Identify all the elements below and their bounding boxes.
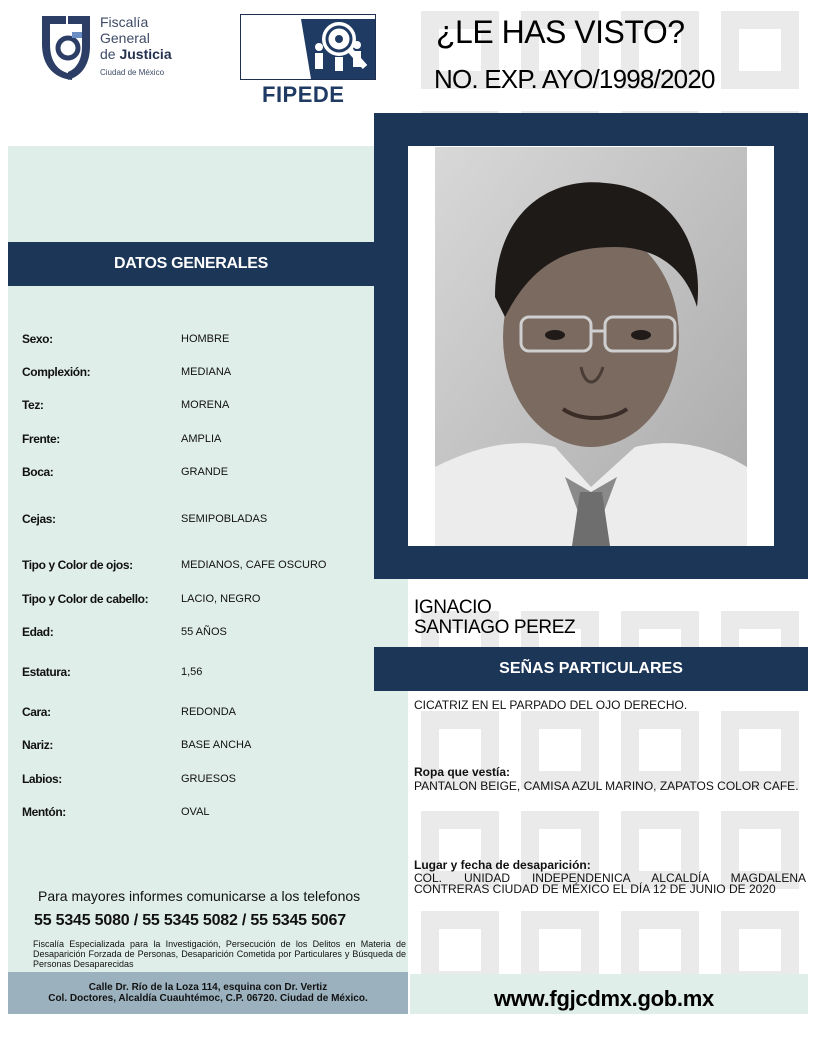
label-nariz: Nariz:	[22, 738, 53, 752]
value-estatura: 1,56	[181, 666, 203, 678]
fipede-label: FIPEDE	[262, 82, 345, 107]
label-tez: Tez:	[22, 398, 44, 412]
address-bar	[8, 972, 408, 1014]
address-line-1: Calle Dr. Río de la Loza 114, esquina con Dr. Vertiz	[88, 982, 328, 993]
value-frente: AMPLIA	[181, 433, 222, 445]
value-ojos: MEDIANOS, CAFE OSCURO	[181, 559, 327, 571]
address-text	[8, 982, 408, 1004]
value-boca: GRANDE	[181, 466, 229, 478]
label-cara: Cara:	[22, 705, 51, 719]
particular-signs-heading: SEÑAS PARTICULARES	[374, 647, 808, 691]
case-number: NO. EXP. AYO/1998/2020	[434, 64, 715, 94]
person-portrait-icon	[435, 147, 747, 546]
value-sexo: HOMBRE	[181, 333, 230, 345]
label-cejas: Cejas:	[22, 512, 56, 526]
fipede-emblem-frame	[240, 14, 376, 80]
value-tez: MORENA	[181, 399, 230, 411]
label-estatura: Estatura:	[22, 665, 71, 679]
label-boca: Boca:	[22, 465, 54, 479]
label-cabello: Tipo y Color de cabello:	[22, 592, 149, 606]
label-labios: Labios:	[22, 772, 62, 786]
logo-subtitle: Ciudad de México	[100, 68, 165, 77]
logo-line-3b: Justicia	[119, 46, 172, 62]
fipede-people-icon	[241, 15, 375, 79]
logo-line-2: General	[100, 30, 150, 46]
fgj-logo-text	[100, 14, 172, 62]
value-cejas: SEMIPOBLADAS	[181, 513, 268, 525]
page-title: ¿LE HAS VISTO?	[436, 14, 685, 50]
value-complexion: MEDIANA	[181, 366, 232, 378]
general-data-heading: DATOS GENERALES	[8, 242, 374, 286]
value-menton: OVAL	[181, 806, 210, 818]
fgj-emblem-icon	[38, 12, 94, 82]
label-sexo: Sexo:	[22, 332, 53, 346]
label-ojos: Tipo y Color de ojos:	[22, 558, 133, 572]
label-edad: Edad:	[22, 625, 54, 639]
value-edad: 55 AÑOS	[181, 626, 227, 638]
address-line-2: Col. Doctores, Alcaldía Cuauhtémoc, C.P. 06720. Ciudad de México.	[48, 993, 368, 1004]
disappearance-label: Lugar y fecha de desaparición:	[414, 858, 591, 872]
value-cabello: LACIO, NEGRO	[181, 593, 261, 605]
fipede-logo	[240, 14, 376, 106]
person-last-names: SANTIAGO PEREZ	[414, 617, 576, 638]
fgj-logo	[38, 10, 188, 88]
label-frente: Frente:	[22, 432, 60, 446]
contact-intro: Para mayores informes comunicarse a los telefonos	[38, 888, 361, 904]
person-photo	[435, 147, 747, 546]
clothing-label: Ropa que vestía:	[414, 765, 511, 779]
logo-line-1: Fiscalía	[100, 14, 149, 30]
person-first-name: IGNACIO	[414, 597, 492, 618]
website-link[interactable]: www.fgjcdmx.gob.mx	[494, 986, 714, 1011]
label-complexion: Complexión:	[22, 365, 91, 379]
label-menton: Mentón:	[22, 805, 66, 819]
disappearance-text: COL. UNIDAD INDEPENDENICA ALCALDÍA MAGDALENA CONTRERAS CIUDAD DE MÉXICO EL DÍA 12 DE JUNIO DE 2020	[414, 871, 806, 896]
agency-name: Fiscalía Especializada para la Investigación, Persecución de los Delitos en Materia de Desaparición Forzada de Personas, Desaparición Cometida por Particulares y Búsqueda de Personas Desaparecidas	[33, 939, 406, 969]
contact-phones: 55 5345 5080 / 55 5345 5082 / 55 5345 5067	[34, 912, 346, 929]
person-name	[414, 598, 575, 638]
value-labios: GRUESOS	[181, 773, 237, 785]
logo-line-3a: de	[100, 46, 120, 62]
particular-signs-text: CICATRIZ EN EL PARPADO DEL OJO DERECHO.	[414, 698, 688, 712]
value-cara: REDONDA	[181, 706, 237, 718]
clothing-text: PANTALON BEIGE, CAMISA AZUL MARINO, ZAPATOS COLOR CAFE.	[414, 779, 799, 793]
value-nariz: BASE ANCHA	[181, 739, 252, 751]
